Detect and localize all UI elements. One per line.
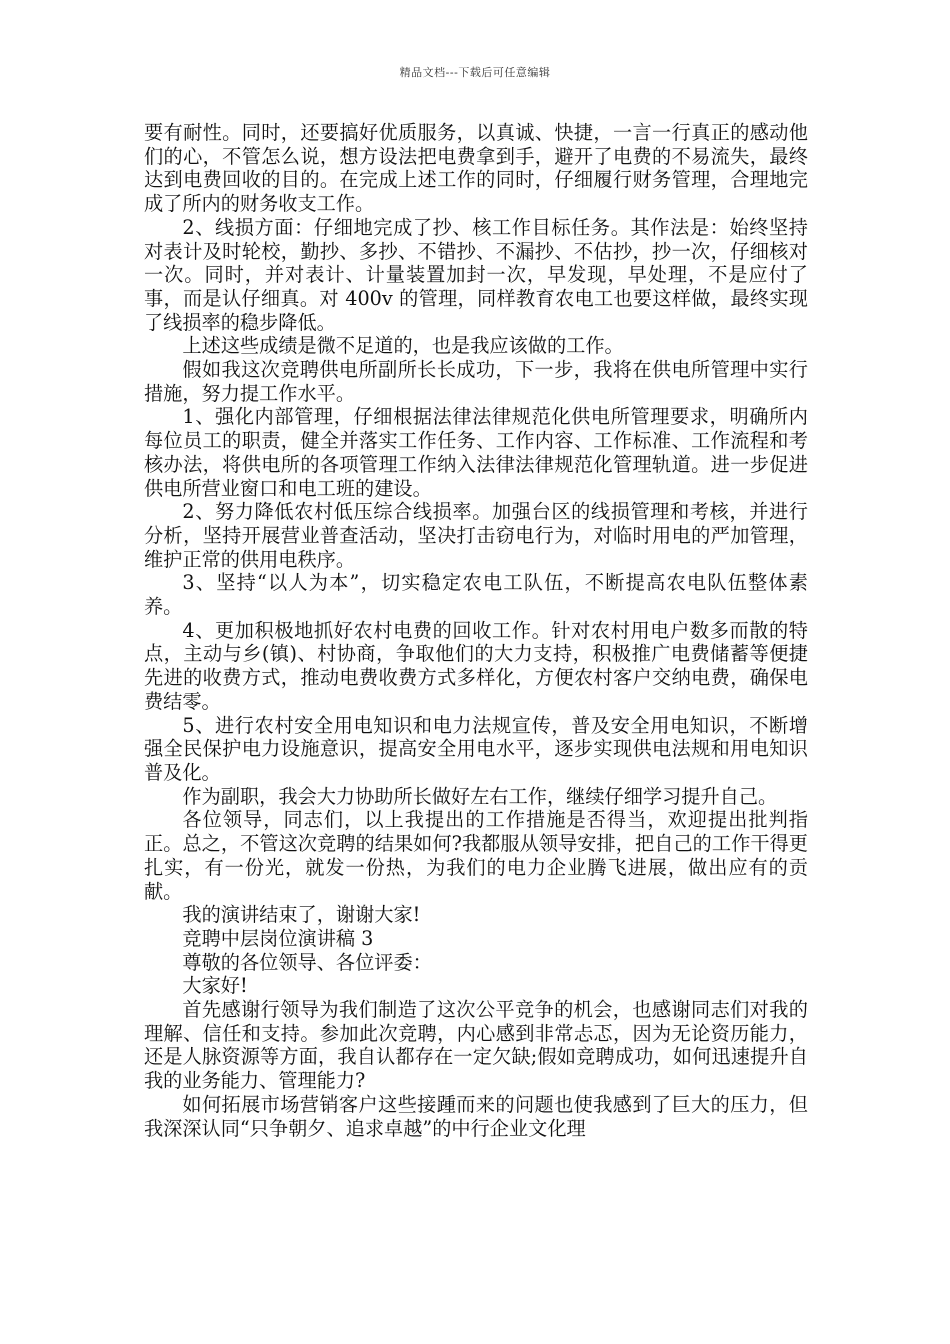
paragraph-13: 竞聘中层岗位演讲稿 3 — [182, 926, 374, 950]
paragraph-3: 上述这些成绩是微不足道的，也是我应该做的工作。 — [182, 334, 624, 358]
paragraph-15: 大家好! — [182, 974, 248, 998]
paragraph-4: 假如我这次竞聘供电所副所长长成功，下一步，我将在供电所管理中实行措施，努力提工作水平。 — [144, 358, 808, 405]
document-body — [144, 121, 808, 1140]
paragraph-17: 如何拓展市场营销客户这些接踵而来的问题也使我感到了巨大的压力，但我深深认同“只争朝夕、追求卓越”的中行企业文化理 — [144, 1092, 808, 1140]
paragraph-16: 首先感谢行领导为我们制造了这次公平竞争的机会，也感谢同志们对我的理解、信任和支持。参加此次竞聘，内心感到非常忐忑，因为无论资历能力，还是人脉资源等方面，我自认都存在一定欠缺;假如竞聘成功，如何迅速提升自我的业务能力、管理能力? — [144, 998, 808, 1093]
paragraph-1: 要有耐性。同时，还要搞好优质服务，以真诚、快捷，一言一行真正的感动他们的心，不管怎么说，想方设法把电费拿到手，避开了电费的不易流失，最终达到电费回收的目的。在完成上述工作的同时，仔细履行财务管理，合理地完成了所内的财务收支工作。 — [144, 121, 808, 216]
paragraph-9: 5、进行农村安全用电知识和电力法规宣传，普及安全用电知识，不断增强全民保护电力设施意识，提高安全用电水平，逐步实现供电法规和用电知识普及化。 — [144, 713, 808, 784]
paragraph-7: 3、坚持“以人为本”，切实稳定农电工队伍，不断提高农电队伍整体素养。 — [144, 571, 808, 619]
page-header: 精品文档---下载后可任意编辑 — [399, 66, 551, 79]
paragraph-11: 各位领导，同志们，以上我提出的工作措施是否得当，欢迎提出批判指正。总之，不管这次竞聘的结果如何?我都服从领导安排，把自己的工作干得更扎实，有一份光，就发一份热，为我们的电力企业腾飞进展，做出应有的贡献。 — [144, 808, 808, 903]
paragraph-12: 我的演讲结束了，谢谢大家! — [182, 903, 421, 927]
paragraph-5: 1、强化内部管理，仔细根据法律法律规范化供电所管理要求，明确所内每位员工的职责，健全并落实工作任务、工作内容、工作标准、工作流程和考核办法，将供电所的各项管理工作纳入法律法律规范化管理轨道。进一步促进供电所营业窗口和电工班的建设。 — [144, 405, 808, 500]
paragraph-2: 2、线损方面：仔细地完成了抄、核工作目标任务。其作法是：始终坚持对表计及时轮校，勤抄、多抄、不错抄、不漏抄、不估抄，抄一次，仔细核对一次。同时，并对表计、计量装置加封一次，早发现，早处理，不是应付了事，而是认仔细真。对 400v 的管理，同样教育农电工也要这样做，最终实现了线损率的稳步降低。 — [144, 215, 808, 334]
paragraph-6: 2、努力降低农村低压综合线损率。加强台区的线损管理和考核，并进行分析，坚持开展营业普查活动，坚决打击窃电行为，对临时用电的严加管理，维护正常的供用电秩序。 — [144, 500, 808, 571]
paragraph-14: 尊敬的各位领导、各位评委： — [182, 950, 432, 974]
paragraph-10: 作为副职，我会大力协助所长做好左右工作，继续仔细学习提升自己。 — [182, 784, 778, 808]
paragraph-8: 4、更加积极地抓好农村电费的回收工作。针对农村用电户数多而散的特点，主动与乡(镇)、村协商，争取他们的大力支持，积极推广电费储蓄等便捷先进的收费方式，推动电费收费方式多样化，方便农村客户交纳电费，确保电费结零。 — [144, 618, 808, 713]
